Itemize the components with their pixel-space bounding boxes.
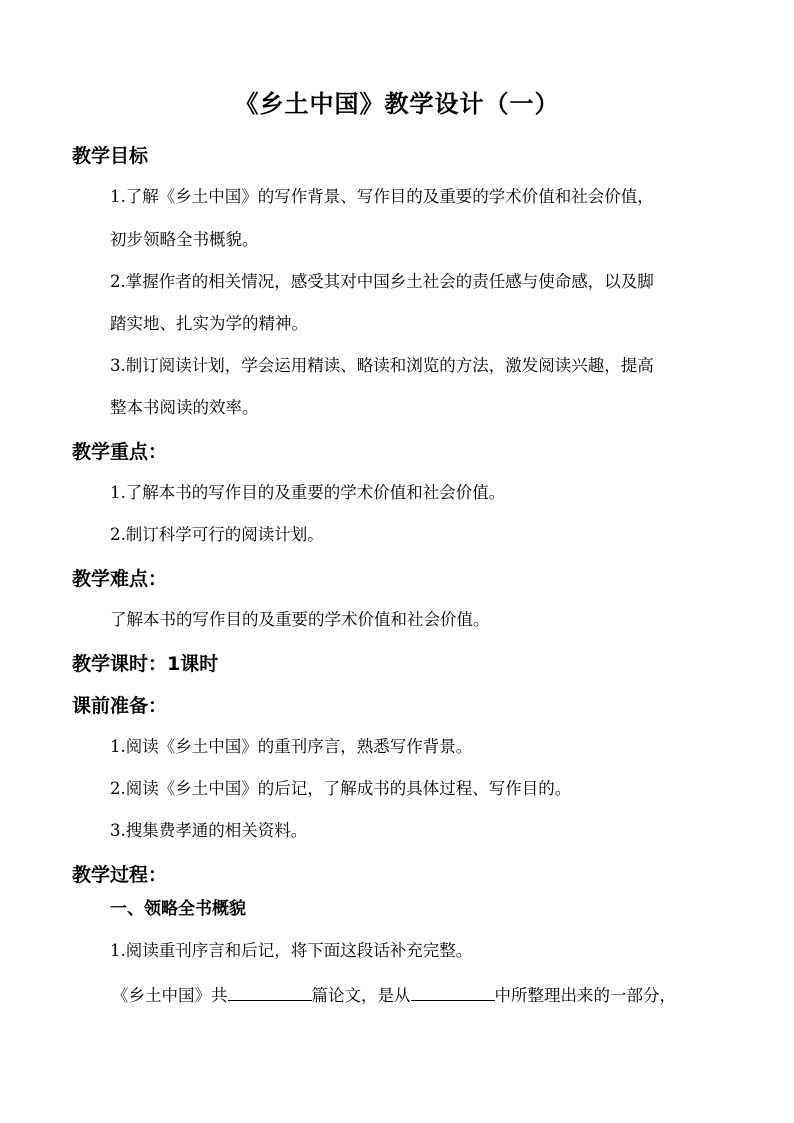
page-title: 《乡土中国》教学设计（一）	[234, 90, 560, 118]
preparation-3: 3.搜集费孝通的相关资料。	[110, 821, 308, 840]
class-hours: 教学课时：1课时	[72, 653, 219, 675]
fill-text-b: 篇论文，是从	[311, 986, 411, 1005]
key-point-2: 2.制订科学可行的阅读计划。	[110, 525, 324, 544]
objective-1-line-2: 初步领略全书概貌。	[110, 230, 259, 249]
heading-process: 教学过程：	[72, 864, 168, 886]
key-point-1: 1.了解本书的写作目的及重要的学术价值和社会价值。	[110, 483, 506, 502]
fill-text-a: 《乡土中国》共	[112, 986, 228, 1005]
section-1-title: 一、领略全书概貌	[110, 899, 246, 919]
preparation-2: 2.阅读《乡土中国》的后记，了解成书的具体过程、写作目的。	[110, 779, 572, 798]
fill-text-c: 中所整理出来的一部分，	[494, 986, 676, 1005]
difficulty-text: 了解本书的写作目的及重要的学术价值和社会价值。	[110, 610, 490, 629]
heading-objectives: 教学目标	[72, 145, 149, 167]
heading-preparation: 课前准备：	[72, 695, 168, 717]
fill-blank-1[interactable]	[228, 984, 312, 1001]
objective-2-line-2: 踏实地、扎实为学的精神。	[110, 314, 308, 333]
step-1-instruction: 1.阅读重刊序言和后记，将下面这段话补充完整。	[110, 941, 473, 960]
preparation-1: 1.阅读《乡土中国》的重刊序言，熟悉写作背景。	[110, 737, 473, 756]
objective-3-line-2: 整本书阅读的效率。	[110, 398, 259, 417]
fill-blank-2[interactable]	[411, 984, 495, 1001]
objective-2-line-1: 2.掌握作者的相关情况，感受其对中国乡土社会的责任感与使命感，以及脚	[110, 272, 654, 291]
objective-3-line-1: 3.制订阅读计划，学会运用精读、略读和浏览的方法，激发阅读兴趣，提高	[110, 356, 654, 375]
heading-difficulties: 教学难点：	[72, 568, 168, 590]
fill-in-sentence	[112, 984, 676, 1007]
objective-1-line-1: 1.了解《乡土中国》的写作背景、写作目的及重要的学术价值和社会价值，	[110, 187, 654, 206]
heading-key-points: 教学重点：	[72, 441, 168, 463]
